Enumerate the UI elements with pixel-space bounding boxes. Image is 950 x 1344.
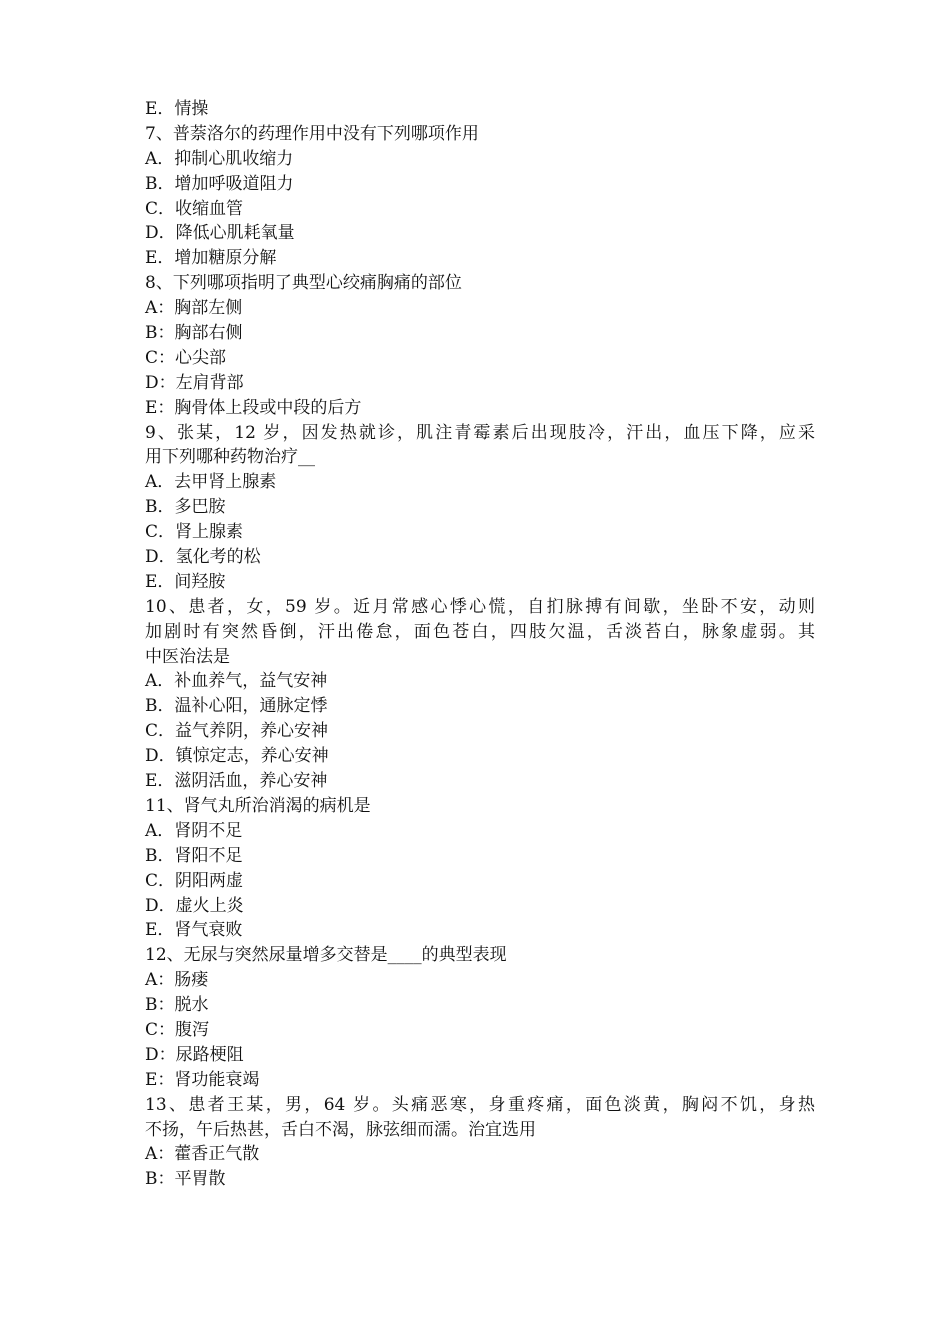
option-d: D．虚火上炎: [145, 895, 244, 916]
question-9-line-1: 9、张某，12 岁，因发热就诊，肌注青霉素后出现肢冷，汗出，血压下降，应采: [145, 422, 815, 443]
question-8: 8、下列哪项指明了典型心绞痛胸痛的部位: [145, 273, 462, 294]
question-12: 12、无尿与突然尿量增多交替是____的典型表现: [145, 945, 507, 966]
option-e: E：肾功能衰竭: [145, 1069, 260, 1090]
option-c: C．肾上腺素: [145, 522, 244, 543]
option-e: E．情操: [145, 99, 209, 119]
question-10-line-3: 中医治法是: [145, 646, 230, 667]
option-a: A：肠瘘: [145, 970, 209, 991]
option-e: E．间羟胺: [145, 571, 226, 592]
option-a: A：胸部左侧: [145, 298, 243, 319]
question-10-line-1: 10、患者，女，59 岁。近月常感心悸心慌，自扪脉搏有间歇，坐卧不安，动则: [145, 596, 815, 617]
option-a: A．肾阴不足: [145, 820, 243, 841]
question-9-line-2: 用下列哪种药物治疗__: [145, 447, 315, 468]
option-d: D：尿路梗阻: [145, 1044, 244, 1065]
option-b: B：脱水: [145, 995, 209, 1016]
option-b: B．多巴胺: [145, 497, 226, 518]
option-b: B．肾阳不足: [145, 845, 243, 866]
option-a: A：藿香正气散: [145, 1144, 260, 1165]
option-a: A．补血养气，益气安神: [145, 671, 328, 692]
option-d: D．镇惊定志，养心安神: [145, 746, 329, 767]
option-e: E．滋阴活血，养心安神: [145, 771, 328, 792]
question-13-line-2: 不扬，午后热甚，舌白不渴，脉弦细而濡。治宜选用: [145, 1119, 536, 1140]
option-e: E．肾气衰败: [145, 920, 243, 941]
option-e: E．增加糖原分解: [145, 248, 277, 269]
option-b: B．温补心阳，通脉定悸: [145, 696, 328, 717]
question-13-line-1: 13、患者王某，男，64 岁。头痛恶寒，身重疼痛，面色淡黄，胸闷不饥，身热: [145, 1094, 815, 1115]
option-d: D．降低心肌耗氧量: [145, 223, 295, 244]
option-d: D：左肩背部: [145, 372, 244, 393]
option-c: C．益气养阴，养心安神: [145, 721, 329, 742]
document-page: [145, 97, 815, 1192]
question-7: 7、普萘洛尔的药理作用中没有下列哪项作用: [145, 123, 479, 144]
question-11: 11、肾气丸所治消渴的病机是: [145, 795, 371, 816]
option-c: C．阴阳两虚: [145, 870, 244, 891]
question-10-line-2: 加剧时有突然昏倒，汗出倦怠，面色苍白，四肢欠温，舌淡苔白，脉象虚弱。其: [145, 621, 815, 642]
option-d: D．氢化考的松: [145, 547, 261, 568]
option-a: A．去甲肾上腺素: [145, 472, 277, 493]
option-c: C：腹泻: [145, 1019, 210, 1040]
option-b: B：胸部右侧: [145, 323, 243, 344]
option-a: A．抑制心肌收缩力: [145, 148, 294, 169]
option-c: C：心尖部: [145, 347, 227, 368]
option-b: B：平胃散: [145, 1169, 226, 1190]
option-e: E：胸骨体上段或中段的后方: [145, 397, 362, 418]
option-c: C．收缩血管: [145, 198, 244, 219]
option-b: B．增加呼吸道阻力: [145, 173, 294, 194]
